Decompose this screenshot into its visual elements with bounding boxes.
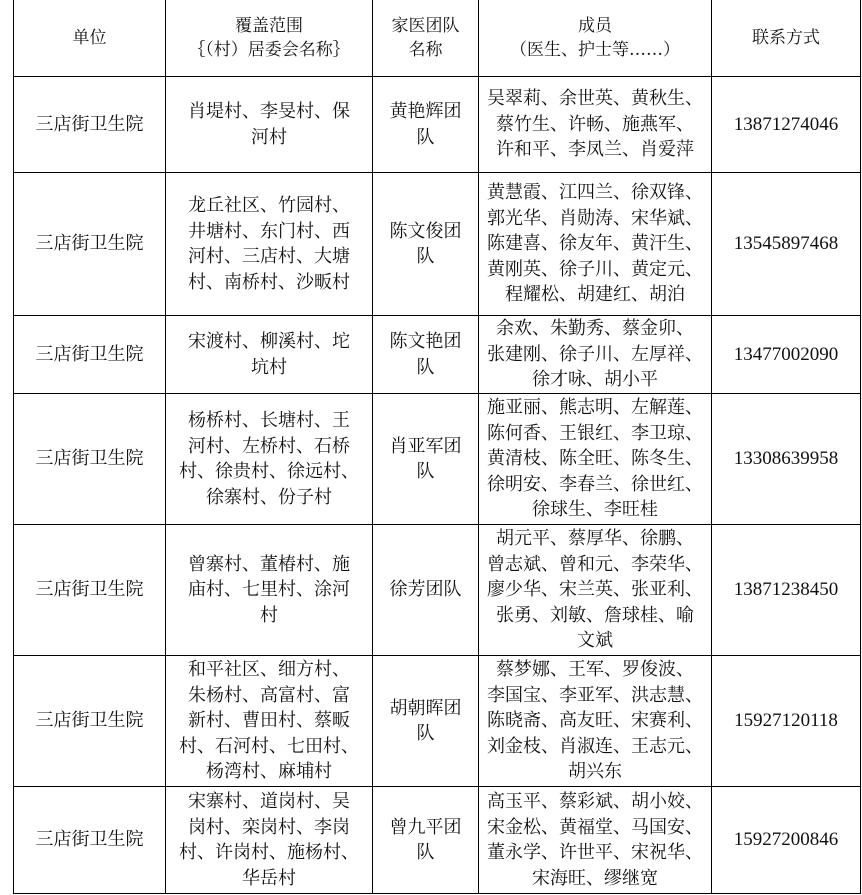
coverage-line: 宋寨村、道岗村、吴 (188, 791, 350, 812)
members-cell (479, 787, 712, 894)
members-line: 许和平、李凤兰、肖爱萍 (496, 139, 694, 161)
unit-cell: 三店街卫生院 (14, 77, 166, 173)
members-cell (479, 394, 712, 525)
table-row (14, 656, 861, 787)
members-line: 张勇、刘敏、詹球桂、喻 (496, 604, 694, 626)
coverage-line: 新村、曹田村、蔡畈 (188, 710, 350, 732)
header-contact: 联系方式 (712, 0, 861, 77)
table-row (14, 77, 861, 173)
team-name-line: 队 (416, 842, 435, 863)
team-name-line: 曾九平团 (389, 816, 462, 838)
team-name-line: 队 (416, 723, 435, 744)
members-line: 吴翠莉、余世英、黄秋生、 (487, 88, 703, 110)
members-line: 徐明安、李春兰、徐世红、 (487, 473, 703, 495)
coverage-line: 杨桥村、长塘村、王 (188, 410, 350, 431)
members-line: 徐才咏、胡小平 (532, 369, 658, 391)
header-members-line: （医生、护士等……） (510, 39, 680, 60)
team-name-line: 队 (416, 356, 435, 378)
team-name-line: 肖亚军团 (389, 435, 462, 457)
coverage-line: 村、徐贵村、徐远村、 (179, 461, 359, 482)
team-name-line: 队 (416, 126, 435, 148)
team-name-line: 队 (416, 461, 435, 482)
members-line: 董永学、许世平、宋祝华、 (487, 842, 703, 863)
members-line: 黄刚英、徐子川、黄定元、 (487, 258, 703, 280)
phone-cell: 13308639958 (712, 394, 861, 525)
team-name-cell (373, 656, 479, 787)
unit-cell: 三店街卫生院 (14, 525, 166, 656)
members-cell (479, 77, 712, 173)
table-row (14, 525, 861, 656)
coverage-line: 岗村、栾岗村、李岗 (188, 816, 350, 838)
family-doctor-team-table (13, 0, 861, 894)
unit-cell: 三店街卫生院 (14, 173, 166, 316)
header-row (14, 0, 861, 77)
members-cell (479, 525, 712, 656)
table-row (14, 316, 861, 394)
coverage-line: 和平社区、细方村、 (188, 659, 350, 681)
members-line: 张建刚、徐子川、左厚祥、 (487, 343, 703, 365)
members-line: 文斌 (577, 630, 613, 652)
phone-cell: 13477002090 (712, 316, 861, 394)
coverage-line: 河村、三店村、大塘 (188, 246, 350, 267)
members-line: 黄慧霞、江四兰、徐双锋、 (487, 182, 703, 204)
coverage-line: 坑村 (251, 356, 287, 378)
members-line: 陈建喜、徐友年、黄汗生、 (487, 233, 703, 255)
header-team-line: 名称 (408, 39, 443, 60)
header-coverage-line: 覆盖范围 (235, 15, 303, 36)
team-name-cell (373, 525, 479, 656)
team-name-line: 陈文俊团 (389, 220, 462, 242)
members-line: 黄清枝、陈全旺、陈冬生、 (487, 448, 703, 470)
members-line: 宋海旺、缪继宽 (532, 867, 658, 889)
header-unit: 单位 (14, 0, 166, 77)
team-name-cell (373, 394, 479, 525)
members-line: 刘金枝、肖淑连、王志元、 (487, 735, 703, 757)
members-line: 陈何香、王银红、李卫琼、 (487, 422, 703, 444)
phone-cell: 15927200846 (712, 787, 861, 894)
team-name-line: 胡朝晖团 (389, 697, 462, 719)
phone-cell: 15927120118 (712, 656, 861, 787)
unit-cell: 三店街卫生院 (14, 787, 166, 894)
team-name-cell (373, 173, 479, 316)
members-line: 廖少华、宋兰英、张亚利、 (487, 579, 703, 601)
coverage-cell (166, 77, 373, 173)
members-line: 陈晓斋、高友旺、宋赛利、 (487, 710, 703, 732)
members-cell (479, 316, 712, 394)
coverage-line: 华岳村 (242, 867, 296, 889)
coverage-line: 村、许岗村、施杨村、 (179, 842, 359, 863)
team-name-cell (373, 316, 479, 394)
members-line: 蔡竹生、许畅、施燕军、 (496, 113, 694, 135)
members-line: 胡兴东 (568, 761, 622, 783)
members-line: 程耀松、胡建红、胡泊 (505, 284, 685, 306)
coverage-line: 河村 (251, 126, 287, 148)
members-line: 宋金松、黄福堂、马国安、 (487, 816, 703, 838)
team-name-line: 徐芳团队 (389, 579, 462, 601)
coverage-line: 杨湾村、麻埔村 (206, 761, 332, 783)
coverage-line: 河村、左桥村、石桥 (188, 435, 350, 457)
coverage-cell (166, 525, 373, 656)
header-team (373, 0, 479, 77)
coverage-cell (166, 316, 373, 394)
members-line: 郭光华、肖勋涛、宋华斌、 (487, 207, 703, 229)
coverage-cell (166, 787, 373, 894)
header-coverage-line: ｛（村）居委会名称｝ (188, 39, 350, 60)
table-row (14, 173, 861, 316)
members-line: 高玉平、蔡彩斌、胡小姣、 (487, 791, 703, 812)
phone-cell: 13545897468 (712, 173, 861, 316)
phone-cell: 13871274046 (712, 77, 861, 173)
header-coverage (166, 0, 373, 77)
members-line: 曾志斌、曾和元、李荣华、 (487, 553, 703, 575)
table-row (14, 394, 861, 525)
coverage-line: 徐寨村、份子村 (206, 486, 332, 508)
coverage-line: 宋渡村、柳溪村、坨 (188, 331, 350, 352)
unit-cell: 三店街卫生院 (14, 316, 166, 394)
coverage-line: 曾寨村、董椿村、施 (188, 553, 350, 575)
header-members (479, 0, 712, 77)
header-members-line: 成员 (578, 15, 612, 36)
coverage-line: 庙村、七里村、涂河 (188, 579, 350, 601)
members-line: 徐球生、李旺桂 (532, 499, 658, 521)
team-name-cell (373, 787, 479, 894)
table-row (14, 787, 861, 894)
header-team-line: 家医团队 (391, 15, 460, 36)
coverage-line: 肖堤村、李旻村、保 (188, 101, 350, 122)
members-line: 施亚丽、熊志明、左解莲、 (487, 397, 703, 419)
coverage-line: 村、石河村、七田村、 (179, 735, 359, 757)
members-line: 余欢、朱勤秀、蔡金卯、 (496, 318, 694, 340)
team-name-cell (373, 77, 479, 173)
members-line: 蔡梦娜、王军、罗俊波、 (496, 659, 694, 681)
members-line: 胡元平、蔡厚华、徐鹏、 (496, 528, 694, 550)
coverage-line: 朱杨村、高富村、富 (188, 684, 350, 706)
unit-cell: 三店街卫生院 (14, 394, 166, 525)
team-name-line: 黄艳辉团 (389, 101, 462, 122)
members-cell (479, 656, 712, 787)
coverage-cell (166, 394, 373, 525)
coverage-line: 龙丘社区、竹园村、 (188, 195, 350, 216)
coverage-line: 村、南桥村、沙畈村 (188, 271, 350, 293)
coverage-line: 村 (260, 604, 278, 626)
unit-cell: 三店街卫生院 (14, 656, 166, 787)
coverage-line: 井塘村、东门村、西 (188, 220, 350, 242)
members-cell (479, 173, 712, 316)
coverage-cell (166, 656, 373, 787)
team-name-line: 陈文艳团 (389, 331, 462, 352)
coverage-cell (166, 173, 373, 316)
members-line: 李国宝、李亚军、洪志慧、 (487, 684, 703, 706)
team-name-line: 队 (416, 246, 435, 267)
phone-cell: 13871238450 (712, 525, 861, 656)
